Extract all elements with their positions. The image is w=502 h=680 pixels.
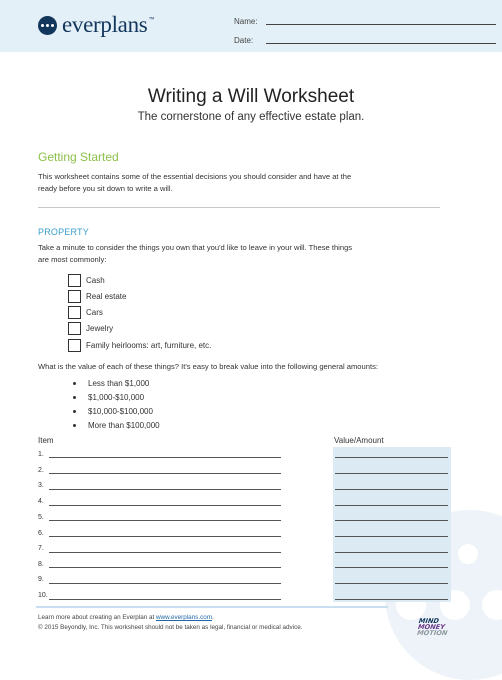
background-dot-decoration	[458, 544, 478, 564]
value-range-item: More than $100,000	[73, 421, 160, 430]
item-row-number: 3.	[38, 482, 44, 489]
item-row-number: 10.	[38, 592, 48, 599]
item-entry-line[interactable]	[49, 505, 281, 506]
value-entry-line[interactable]	[335, 505, 448, 506]
item-entry-line[interactable]	[49, 567, 281, 568]
footer-copyright: © 2015 Beyondly, Inc. This worksheet should not be taken as legal, financial or medical advice.	[38, 624, 303, 631]
item-entry-line[interactable]	[49, 536, 281, 537]
name-field-line[interactable]	[266, 24, 496, 25]
item-row-number: 5.	[38, 514, 44, 521]
mind-money-motion-logo: MIND MONEY MOTION	[416, 617, 448, 637]
item-row-number: 7.	[38, 545, 44, 552]
value-question-text: What is the value of each of these things? It's easy to break value into the following general amounts:	[38, 362, 378, 371]
section-divider	[38, 207, 440, 208]
checklist-item-cash[interactable]: Cash	[68, 274, 105, 287]
date-field-line[interactable]	[266, 43, 496, 44]
item-row-number: 2.	[38, 467, 44, 474]
property-heading: PROPERTY	[38, 227, 89, 237]
name-label: Name:	[234, 17, 258, 26]
checklist-item-family-heirlooms[interactable]: Family heirlooms: art, furniture, etc.	[68, 339, 211, 352]
checklist-item-jewelry[interactable]: Jewelry	[68, 322, 113, 335]
value-range-item: $1,000-$10,000	[73, 393, 144, 402]
value-range-item: $10,000-$100,000	[73, 407, 153, 416]
value-entry-line[interactable]	[335, 457, 448, 458]
item-row-number: 6.	[38, 530, 44, 537]
everplans-logo	[38, 12, 154, 38]
trademark-symbol: ™	[148, 17, 155, 23]
page-subtitle: The cornerstone of any effective estate plan.	[137, 111, 365, 123]
checklist-item-cars[interactable]: Cars	[68, 306, 103, 319]
value-entry-line[interactable]	[335, 583, 448, 584]
item-entry-line[interactable]	[49, 520, 281, 521]
item-entry-line[interactable]	[49, 457, 281, 458]
checkbox[interactable]	[68, 339, 81, 352]
everplans-link[interactable]: www.everplans.com	[155, 614, 212, 621]
item-entry-line[interactable]	[49, 473, 281, 474]
footer-divider	[36, 606, 388, 608]
property-intro-text: Take a minute to consider the things you own that you'd like to leave in your will. These things are most commonly:	[38, 243, 353, 264]
value-entry-line[interactable]	[335, 567, 448, 568]
page-title: Writing a Will Worksheet	[147, 86, 355, 107]
value-column-header: Value/Amount	[334, 436, 384, 445]
checkbox[interactable]	[68, 306, 81, 319]
bullet-icon	[73, 396, 76, 399]
value-entry-line[interactable]	[335, 520, 448, 521]
value-entry-line[interactable]	[335, 536, 448, 537]
checklist-item-real-estate[interactable]: Real estate	[68, 290, 126, 303]
item-row-number: 1.	[38, 451, 44, 458]
item-entry-line[interactable]	[49, 489, 281, 490]
value-entry-line[interactable]	[335, 552, 448, 553]
getting-started-text: This worksheet contains some of the essential decisions you should consider and have at the ready before you sit down to write a will.	[38, 172, 352, 193]
header-band	[0, 0, 502, 52]
getting-started-heading: Getting Started	[38, 150, 119, 164]
value-entry-line[interactable]	[335, 489, 448, 490]
bullet-icon	[73, 424, 76, 427]
item-entry-line[interactable]	[49, 599, 281, 600]
value-entry-line[interactable]	[335, 599, 448, 600]
item-row-number: 8.	[38, 561, 44, 568]
item-row-number: 4.	[38, 498, 44, 505]
footer-learn-more: Learn more about creating an Everplan at www.everplans.com.	[38, 614, 214, 621]
value-range-item: Less than $1,000	[73, 379, 149, 388]
checkbox[interactable]	[68, 322, 81, 335]
value-column-background	[333, 447, 451, 602]
date-label: Date:	[234, 36, 254, 45]
value-entry-line[interactable]	[335, 473, 448, 474]
item-row-number: 9.	[38, 576, 44, 583]
item-entry-line[interactable]	[49, 583, 281, 584]
checkbox[interactable]	[68, 290, 81, 303]
logo-dots-icon	[38, 16, 57, 35]
bullet-icon	[73, 410, 76, 413]
item-column-header: Item	[38, 436, 54, 445]
checkbox[interactable]	[68, 274, 81, 287]
item-entry-line[interactable]	[49, 552, 281, 553]
brand-name: everplans	[62, 12, 148, 37]
bullet-icon	[73, 382, 76, 385]
